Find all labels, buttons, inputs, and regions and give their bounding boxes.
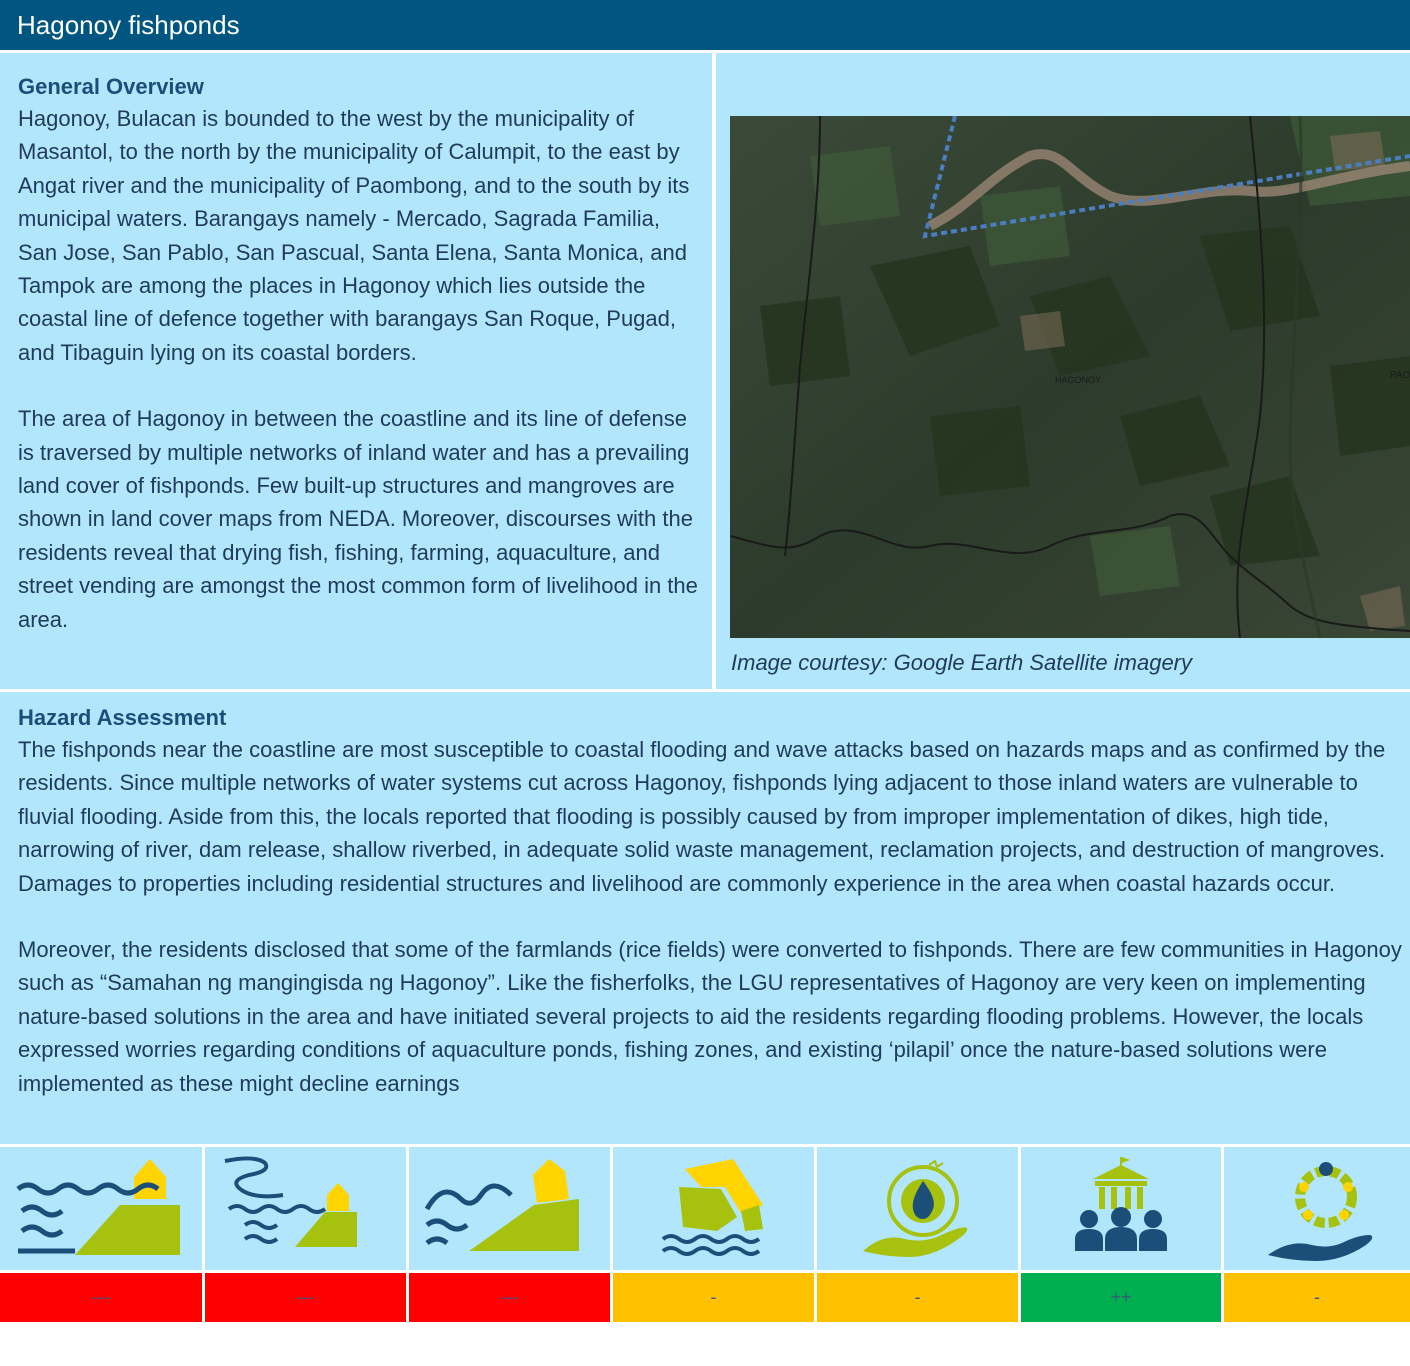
rating-value: ++ (1110, 1287, 1132, 1307)
indicator-cell-4 (613, 1147, 814, 1270)
indicator-cell-5 (817, 1147, 1018, 1270)
rating-cell-3 (409, 1273, 610, 1322)
rating-value: - (914, 1287, 921, 1307)
rating-value: --- (92, 1287, 110, 1307)
satellite-image (730, 116, 1410, 638)
indicator-cell-6 (1021, 1147, 1221, 1270)
rating-cell-6 (1021, 1273, 1221, 1322)
hazard-paragraph-1: The fishponds near the coastline are most susceptible to coastal flooding and wave attacks based on hazards maps and as confirmed by the residents. Since multiple networks of water systems cut across Hagonoy, fishponds lying adjacent to those inland waters are vulnerable to fluvial flooding. Aside from this, the locals reported that flooding is possibly caused by from improper implementation of dikes, high tide, narrowing of river, dam release, shallow riverbed, in adequate solid waste management, reclamation projects, and destruction of mangroves. Damages to properties including residential structures and livelihood are commonly experience in the area when coastal hazards occur. (18, 737, 1386, 896)
overview-heading: General Overview (18, 74, 204, 99)
governance-icon (1021, 1147, 1221, 1270)
satellite-map-graphic (730, 116, 1410, 638)
rating-cell-2 (205, 1273, 406, 1322)
rating-cell-7 (1224, 1273, 1410, 1322)
rating-cell-1 (0, 1273, 202, 1322)
indicator-cell-7 (1224, 1147, 1410, 1270)
rating-value: - (1314, 1287, 1320, 1307)
hazard-paragraph-2: Moreover, the residents disclosed that some of the farmlands (rice fields) were converted to fishponds. There are few communities in Hagonoy such as “Samahan ng mangingisda ng Hagonoy”. Like the fisherfolks, the LGU representatives of Hagonoy are very keen on implementing nature-based solutions in the area and have initiated several projects to aid the residents regarding flooding problems. However, the locals expressed worries regarding conditions of aquaculture ponds, fishing zones, and existing ‘pilapil’ once the nature-based solutions were implemented as these might decline earnings (18, 937, 1402, 1096)
rating-cell-4 (613, 1273, 814, 1322)
map-label-paombong: PAO (1390, 370, 1410, 381)
fluvial-flooding-icon (205, 1147, 406, 1270)
rating-cell-5 (817, 1273, 1018, 1322)
rating-value: - (710, 1287, 717, 1307)
overview-panel (0, 53, 712, 689)
rating-value: --- (500, 1287, 519, 1307)
community-icon (1224, 1147, 1410, 1270)
overview-paragraph-2: The area of Hagonoy in between the coastline and its line of defense is traversed by multiple networks of inland water and has a prevailing land cover of fishponds. Few built-up structures and mangroves are shown in land cover maps from NEDA. Moreover, discourses with the residents reveal that drying fish, fishing, farming, aquaculture, and street vending are amongst the most common form of livelihood in the area. (18, 406, 698, 632)
image-caption: Image courtesy: Google Earth Satellite imagery (731, 650, 1193, 675)
water-resource-icon (817, 1147, 1018, 1270)
page-header (0, 0, 1410, 50)
image-panel (716, 53, 1410, 689)
map-label-hagonoy: HAGONOY (1055, 375, 1102, 385)
wave-attack-icon (409, 1147, 610, 1270)
coastal-flooding-icon (0, 1147, 202, 1270)
indicator-cell-1 (0, 1147, 202, 1270)
hazard-panel (0, 692, 1410, 1144)
overview-paragraph-1: Hagonoy, Bulacan is bounded to the west by the municipality of Masantol, to the north by the municipality of Calumpit, to the east by Angat river and the municipality of Paombong, and to the south by its municipal waters. Barangays namely - Mercado, Sagrada Familia, San Jose, San Pablo, San Pascual, Santa Elena, Santa Monica, and Tampok are among the places in Hagonoy which lies outside the coastal line of defence together with barangays San Roque, Pugad, and Tibaguin lying on its coastal borders. (18, 106, 690, 365)
indicator-cell-3 (409, 1147, 610, 1270)
page-title: Hagonoy fishponds (17, 10, 240, 40)
ecosystem-damage-icon (613, 1147, 814, 1270)
indicator-cell-2 (205, 1147, 406, 1270)
rating-value: --- (296, 1287, 315, 1307)
hazard-heading: Hazard Assessment (18, 705, 227, 730)
